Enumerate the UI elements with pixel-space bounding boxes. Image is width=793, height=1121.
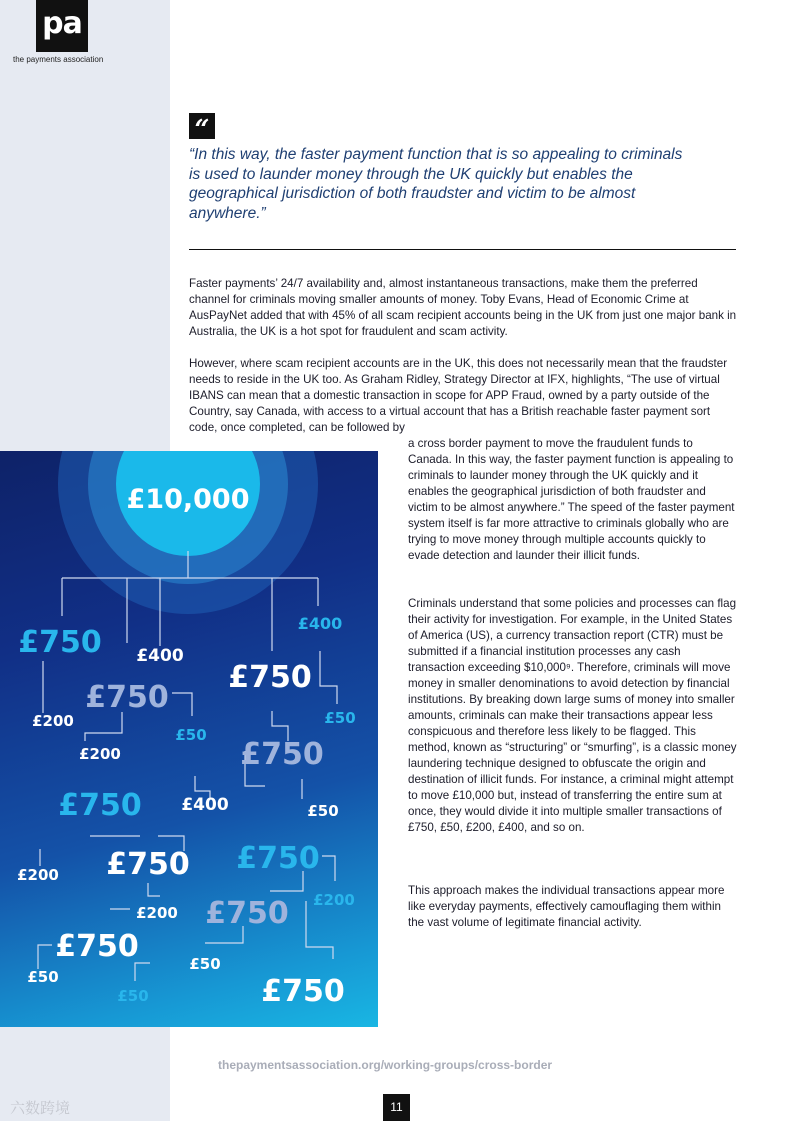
connector-x	[306, 901, 333, 959]
body-paragraph-3: a cross border payment to move the fraudulent funds to Canada. In this way, the faster payment function is appealing to criminals to launder money through the UK quickly and it enables the geographical jurisdiction of both fraudster and victim to be almost anywhere.” The speed of the faster payment system itself is far more attractive to criminals globally who are trying to move money through multiple accounts quickly to evade detection and launder their illicit funds.	[408, 437, 735, 562]
connector-r	[322, 856, 335, 881]
structuring-illustration-svg	[0, 451, 378, 1027]
connector-i	[320, 651, 337, 704]
body-paragraph-2: However, where scam recipient accounts are in the UK, this does not necessarily mean that the fraudster needs to reside in the UK too. As Graham Ridley, Strategy Director at IFX, highlights, “The use of virtual IBANS can mean that a domestic transaction in scope for APP Fraud, owned by a party outside of the Country, say Canada, with access to a virtual account that has a British reachable faster payment sort code, once completed, can be followed by	[189, 357, 728, 434]
amount-label: £750	[236, 841, 320, 876]
connector-v	[38, 945, 52, 969]
amount-label: £750	[18, 625, 102, 660]
amount-label: £750	[106, 847, 190, 882]
amount-label: £200	[136, 904, 178, 922]
divider	[189, 249, 736, 250]
amount-label: £750	[205, 896, 289, 931]
amount-label: £750	[240, 737, 324, 772]
footer-link[interactable]: thepaymentsassociation.org/working-groups/cross-border	[218, 1058, 553, 1072]
body-paragraph-1: Faster payments’ 24/7 availability and, almost instantaneous transactions, make them the preferred channel for criminals moving smaller amounts of money. Toby Evans, Head of Economic Crime at AusPayNet added that with 45% of all scam recipient accounts being in the UK from just one major bank in Australia, the UK is a hot spot for fraudulent and scam activity.	[189, 277, 737, 338]
logo-mark: pa	[36, 0, 88, 52]
amount-label: £50	[117, 987, 149, 1005]
connector-w	[135, 963, 150, 981]
body-paragraph-4: Criminals understand that some policies and processes can flag their activity for investigation. For example, in the United States of America (US), a currency transaction report (CTR) must be submitted if a financial institution processes any cash transaction exceeding $10,000⁹. Therefore, criminals will move money in smaller denominations to avoid detection by financial institutions. By breaking down large sums of money into smaller amounts, criminals can make their transactions appear less conspicuous and therefore less likely to be flagged. This method, known as “structuring” or “smurfing”, is a classic money laundering technique designed to obfuscate the origin and destination of illicit funds. For instance, a criminal might attempt to move £10,000 but, instead of transferring the entire sum at once, they would divide it into multiple smaller transactions of £750, £50, £200, £400, and so on.	[408, 597, 737, 834]
amount-total: £10,000	[126, 484, 250, 515]
amount-label: £750	[261, 974, 345, 1009]
amount-label: £400	[181, 795, 229, 815]
connector-g	[172, 693, 192, 716]
amount-label: £50	[189, 955, 221, 973]
logo-caption: the payments association	[13, 55, 104, 64]
page-number: 11	[383, 1094, 410, 1121]
amount-label: £200	[79, 745, 121, 763]
connector-h	[85, 712, 122, 741]
body-paragraph-5: This approach makes the individual transactions appear more like everyday payments, effectively camouflaging them within the vast volume of legitimate financial activity.	[408, 884, 725, 929]
amount-label: £400	[297, 614, 343, 633]
connector-q	[148, 883, 160, 896]
amount-label: £200	[17, 866, 59, 884]
quote-mark-icon: “	[189, 113, 215, 139]
amount-label: £50	[307, 802, 339, 820]
amount-label: £750	[85, 680, 169, 715]
amount-label: £750	[55, 929, 139, 964]
amount-label: £50	[27, 968, 59, 986]
amount-label: £200	[32, 712, 74, 730]
watermark-text: 六数跨境	[10, 1100, 71, 1117]
structuring-illustration	[0, 451, 378, 1027]
amount-label: £50	[324, 709, 356, 727]
amount-label: £750	[228, 660, 312, 695]
pull-quote: “In this way, the faster payment function that is so appealing to criminals is used to launder money through the UK quickly but enables the geographical jurisdiction of both fraudster and victim to be almost anywhere.”	[189, 146, 683, 222]
amount-label: £200	[313, 891, 355, 909]
amount-label: £750	[58, 788, 142, 823]
amount-label: £400	[136, 646, 184, 666]
amount-label: £50	[175, 726, 207, 744]
